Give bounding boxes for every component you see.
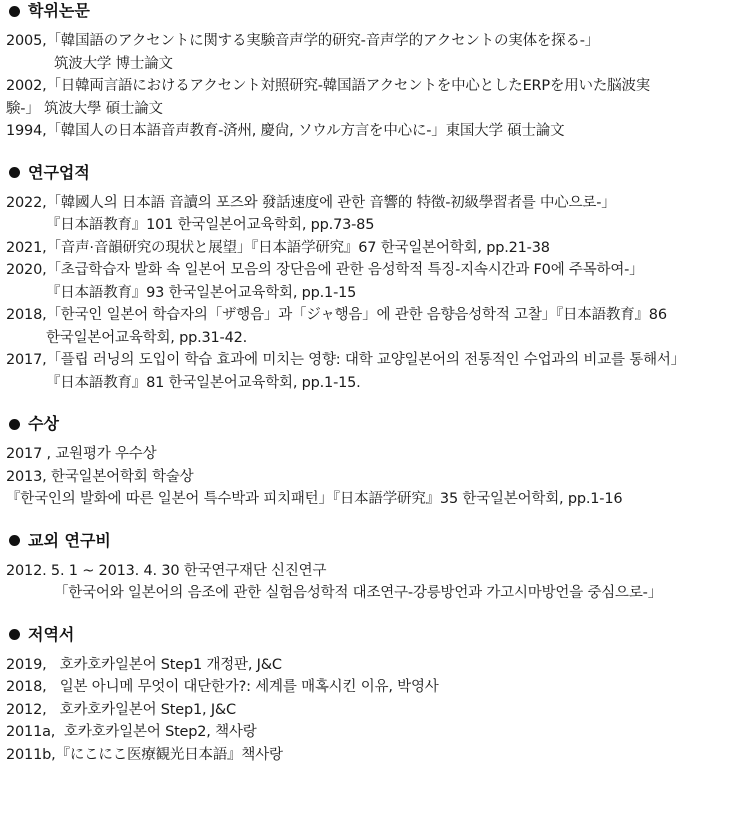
section-title: 저역서 [28, 624, 75, 644]
bullet-icon [9, 535, 20, 546]
list-item: 2011b,『にこにこ医療観光日本語』책사랑 [6, 746, 283, 763]
section-heading [6, 0, 744, 22]
list-item: 「한국어와 일본어의 음조에 관한 실험음성학적 대조연구-강릉방언과 가고시마방언을 중심으로-」 [54, 585, 662, 601]
list-item: 2017,「플립 러닝의 도입이 학습 효과에 미치는 영향: 대학 교양일본어의 전통적인 수업과의 비교를 통해서」 [6, 352, 685, 368]
list-item: 『日本語教育』81 한국일본어교육학회, pp.1-15. [46, 374, 361, 391]
section-title: 교외 연구비 [28, 530, 111, 550]
section-title: 연구업적 [28, 162, 90, 182]
list-item: 2018, 일본 아니메 무엇이 대단한가?: 세계를 매혹시킨 이유, 박영사 [6, 679, 439, 695]
section-title: 학위논문 [28, 1, 90, 20]
list-item: 『한국인의 발화에 따른 일본어 특수박과 피치패턴」『日本語学研究』35 한국일본어학회, pp.1-16 [6, 491, 623, 507]
bullet-icon [9, 419, 20, 430]
list-item: 『日本語教育』101 한국일본어교육학회, pp.73-85 [46, 217, 375, 233]
list-item: 2020,「초급학습자 발화 속 일본어 모음의 장단음에 관한 음성학적 특징-지속시간과 F0에 주목하여-」 [6, 262, 644, 278]
section-heading [6, 530, 744, 552]
list-item: 2002,「日韓両言語におけるアクセント対照研究-韓国語アクセントを中心としたERPを用いた脳波実 [6, 78, 651, 94]
list-item: 2013, 한국일본어학회 학술상 [6, 468, 194, 485]
list-item: 験-」 筑波大學 碩士論文 [6, 100, 163, 117]
list-item: 한국일본어교육학회, pp.31-42. [46, 329, 248, 346]
list-item: 『日本語教育』93 한국일본어교육학회, pp.1-15 [46, 284, 357, 301]
list-item: 2021,「音声·音韻研究の現状と展望」『日本語学研究』67 한국일본어학회, pp.21-38 [6, 239, 550, 256]
section-title: 수상 [28, 414, 59, 433]
list-item: 2005,「韓国語のアクセントに関する実験音声学的研究-音声学的アクセントの実体を探る-」 [6, 33, 600, 49]
section-research [6, 162, 744, 395]
list-item: 2012, 호카호카일본어 Step1, J&C [6, 701, 236, 718]
list-item: 2019, 호카호카일본어 Step1 개정판, J&C [6, 656, 282, 673]
bullet-icon [9, 629, 20, 640]
section-publications [6, 624, 744, 767]
list-item: 2012. 5. 1 ~ 2013. 4. 30 한국연구재단 신진연구 [6, 562, 327, 579]
list-item: 2017 , 교원평가 우수상 [6, 446, 157, 462]
list-item: 2018,「한국인 일본어 학습자의「ザ행음」과「ジャ행음」에 관한 음향음성학적 고찰」『日本語教育』86 [6, 307, 667, 323]
section-heading [6, 413, 744, 435]
bullet-icon [9, 6, 20, 17]
list-item: 2011a, 호카호카일본어 Step2, 책사랑 [6, 724, 257, 740]
section-external-funding [6, 530, 744, 605]
section-heading [6, 162, 744, 184]
section-heading [6, 624, 744, 646]
bullet-icon [9, 167, 20, 178]
list-item: 1994,「韓国人の日本語音声教育-済州, 慶尙, ソウル方言を中心に-」東国大学 碩士論文 [6, 123, 565, 139]
list-item: 筑波大学 博士論文 [54, 55, 173, 72]
list-item: 2022,「韓國人의 日本語 音讀의 포즈와 發話速度에 관한 音響的 特徵-初級學習者를 中心으로-」 [6, 194, 616, 211]
section-awards [6, 413, 744, 511]
section-degree-thesis [6, 0, 744, 143]
